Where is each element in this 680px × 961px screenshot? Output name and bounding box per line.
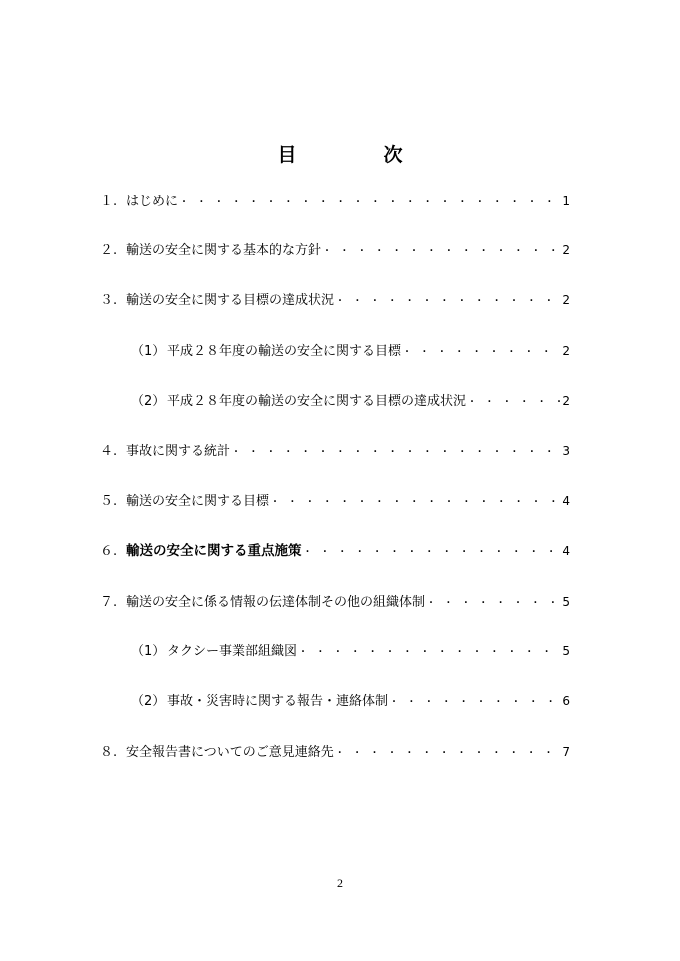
toc-item-page: 2 (562, 293, 570, 307)
toc-item-label: 輸送の安全に関する基本的な方針 (126, 243, 322, 258)
toc-item-number: ８. (100, 745, 118, 760)
toc-item-number: １. (100, 194, 118, 209)
toc-item-label: 事故に関する統計 (126, 444, 231, 459)
toc-item-number: （1） (131, 344, 166, 359)
toc-item-page: 7 (562, 745, 570, 759)
dot-leader (303, 543, 557, 563)
toc-item-page: 2 (562, 243, 570, 257)
toc-item-number: ５. (100, 494, 118, 509)
toc-item-label: 輸送の安全に関する重点施策 (126, 543, 302, 559)
toc-item-label: 輸送の安全に係る情報の伝達体制その他の組織体制 (126, 595, 426, 610)
toc-item-1[interactable] (100, 191, 570, 211)
toc-item-number: ４. (100, 444, 118, 459)
toc-item-label: 平成２８年度の輸送の安全に関する目標の達成状況 (167, 394, 467, 409)
toc-item-number: （2） (131, 694, 166, 709)
toc-item-label: タクシー事業部組織図 (167, 644, 298, 659)
footer-page-number: 2 (337, 876, 343, 890)
toc-item-label: 事故・災害時に関する報告・連絡体制 (167, 694, 389, 709)
dot-leader (298, 643, 560, 663)
dot-leader (335, 744, 561, 764)
dot-leader (179, 193, 560, 213)
toc-item-page: 1 (562, 194, 570, 208)
toc-item-3-1[interactable] (131, 341, 570, 361)
dot-leader (389, 693, 560, 713)
toc-item-2[interactable] (100, 240, 570, 260)
toc-item-8[interactable] (100, 742, 570, 762)
toc-item-label: 平成２８年度の輸送の安全に関する目標 (167, 344, 402, 359)
toc-item-page: 4 (562, 544, 570, 558)
dot-leader (467, 393, 560, 413)
toc-item-label: 輸送の安全に関する目標の達成状況 (126, 293, 335, 308)
toc-item-number: ２. (100, 243, 118, 258)
toc-item-label: 輸送の安全に関する目標 (126, 494, 270, 509)
toc-item-3-2[interactable] (131, 391, 570, 411)
toc-item-page: 3 (562, 444, 570, 458)
toc-item-number: ６. (100, 544, 118, 559)
toc-item-3[interactable] (100, 290, 570, 310)
dot-leader (335, 292, 560, 312)
dot-leader (426, 594, 560, 614)
toc-item-page: 2 (562, 394, 570, 408)
toc-item-page: 5 (562, 644, 570, 658)
toc-item-label: はじめに (126, 194, 179, 209)
toc-item-5[interactable] (100, 491, 570, 511)
toc-item-7[interactable] (100, 592, 570, 612)
page-title: 目 次 (277, 144, 437, 166)
dot-leader (270, 493, 560, 513)
toc-item-page: 4 (562, 494, 570, 508)
toc-item-number: （2） (131, 394, 166, 409)
toc-item-6[interactable] (100, 541, 570, 561)
toc-item-7-2[interactable] (131, 691, 570, 711)
toc-item-page: 2 (562, 344, 570, 358)
dot-leader (322, 242, 560, 262)
toc-item-7-1[interactable] (131, 641, 570, 661)
dot-leader (231, 443, 560, 463)
toc-item-page: 6 (562, 694, 570, 708)
toc-item-label: 安全報告書についてのご意見連絡先 (126, 745, 334, 760)
toc-item-4[interactable] (100, 441, 570, 461)
toc-item-number: （1） (131, 644, 166, 659)
toc-item-number: ３. (100, 293, 118, 308)
toc-item-number: ７. (100, 595, 118, 610)
dot-leader (402, 343, 560, 363)
toc-item-page: 5 (562, 595, 570, 609)
